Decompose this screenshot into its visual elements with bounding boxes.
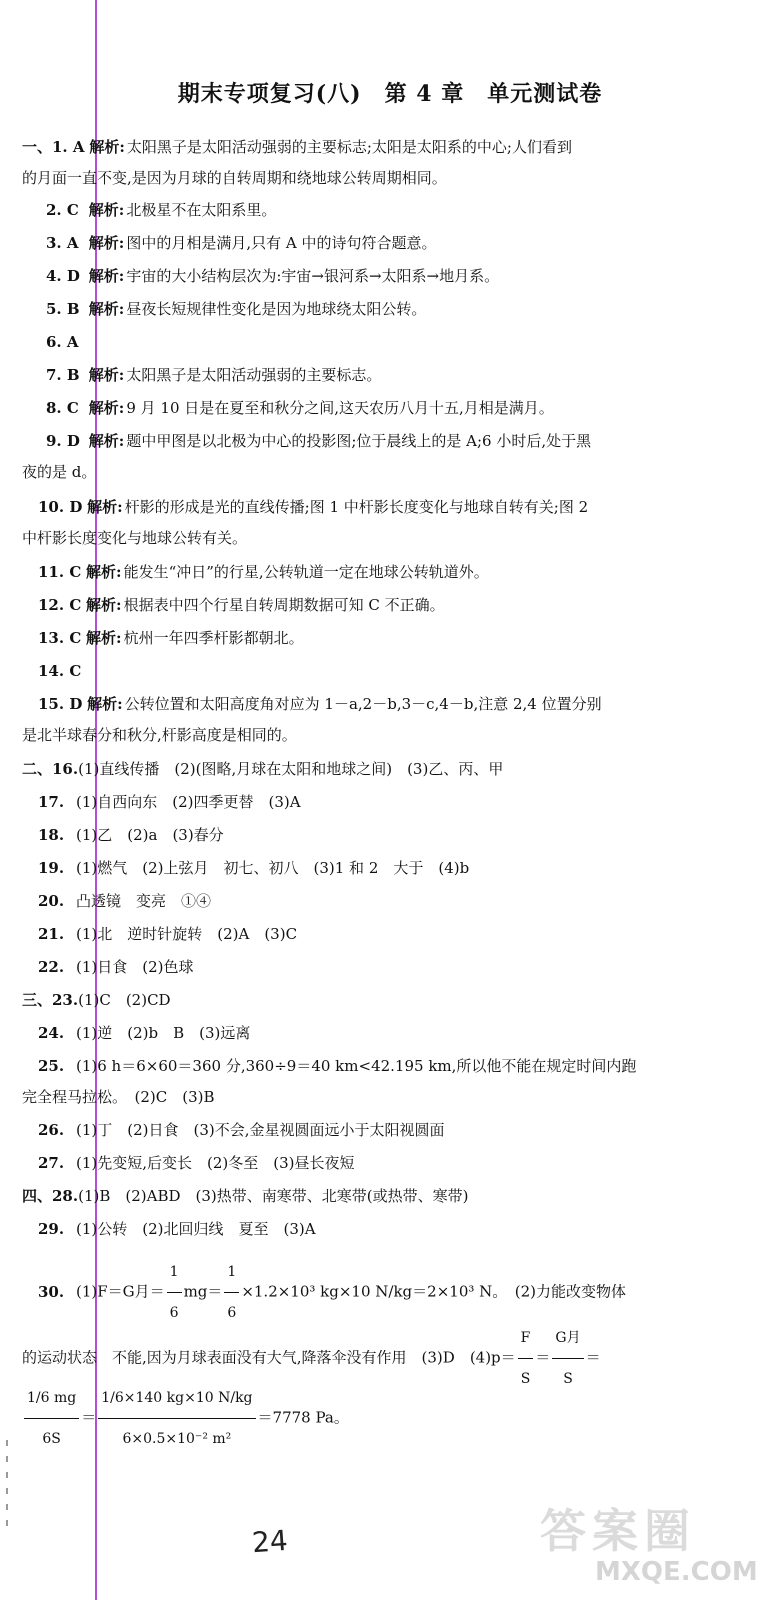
answer-20: 20. 凸透镜 变亮 ①④ xyxy=(38,892,212,910)
answer-11: 11. C 解析: 能发生“冲日”的行星,公转轨道一定在地球公转轨道外。 xyxy=(38,563,489,581)
fraction: $\frac{1/6 mg}{6S}$ xyxy=(24,1378,79,1459)
fraction: $\frac{\text{G月}}{S}$ xyxy=(552,1318,583,1399)
fraction: $\frac{1}{6}$ xyxy=(167,1252,182,1333)
answer-24: 24. (1)逆 (2)b B (3)远离 xyxy=(38,1024,251,1042)
fraction: $\frac{F}{S}$ xyxy=(518,1318,534,1399)
answer-13: 13. C 解析: 杭州一年四季杆影都朝北。 xyxy=(38,629,304,647)
answer-16: 二、16.(1)直线传播 (2)(图略,月球在太阳和地球之间) (3)乙、丙、甲 xyxy=(22,760,504,778)
answer-30: 30. (1)F＝G月＝ $\frac{1}{6}$ mg＝ $\frac{1}{6}$ ×1.2×10³ kg×10 N/kg＝2×10³ N。 (2)力能改变物体 xyxy=(38,1252,626,1333)
answer-10-cont: 中杆影长度变化与地球公转有关。 xyxy=(22,529,248,547)
answer-15-cont: 是北半球春分和秋分,杆影高度是相同的。 xyxy=(22,726,297,744)
page-title: 期末专项复习(八) 第 4 章 单元测试卷 xyxy=(177,81,603,107)
answer-30-cont: 的运动状态 不能,因为月球表面没有大气,降落伞没有作用 (3)D (4)p＝ $\frac{F}{S}$ ＝ $\frac{\text{G月}}{S}$ ＝ xyxy=(22,1318,601,1399)
watermark-url: MXQE.COM xyxy=(595,1557,758,1587)
answer-25: 25. (1)6 h＝6×60＝360 分,360÷9＝40 km<42.195 km,所以他不能在规定时间内跑 xyxy=(38,1057,637,1075)
answer-1-cont: 的月面一直不变,是因为月球的自转周期和绕地球公转周期相同。 xyxy=(22,169,447,187)
answer-14: 14. C xyxy=(38,662,82,680)
fraction: $\frac{1/6\times 140 kg\times 10 N/kg}{\text{6×0.5×10⁻² m²}}$ xyxy=(98,1378,255,1459)
answer-3: 3. A 解析: 图中的月相是满月,只有 A 中的诗句符合题意。 xyxy=(46,234,437,252)
answer-23: 三、23.(1)C (2)CD xyxy=(22,991,171,1009)
answer-22: 22. (1)日食 (2)色球 xyxy=(38,958,194,976)
answer-28: 四、28.(1)B (2)ABD (3)热带、南寒带、北寒带(或热带、寒带) xyxy=(22,1187,469,1205)
answer-27: 27. (1)先变短,后变长 (2)冬至 (3)昼长夜短 xyxy=(38,1154,355,1172)
answer-4: 4. D 解析: 宇宙的大小结构层次为:宇宙→银河系→太阳系→地月系。 xyxy=(46,267,500,285)
answer-17: 17. (1)自西向东 (2)四季更替 (3)A xyxy=(38,793,301,811)
answer-29: 29. (1)公转 (2)北回归线 夏至 (3)A xyxy=(38,1220,316,1238)
answer-5: 5. B 解析: 昼夜长短规律性变化是因为地球绕太阳公转。 xyxy=(46,300,427,318)
page-number: 24 xyxy=(250,1523,289,1560)
answer-8: 8. C 解析: 9 月 10 日是在夏至和秋分之间,这天农历八月十五,月相是满月。 xyxy=(46,399,554,417)
answer-26: 26. (1)丁 (2)日食 (3)不会,金星视圆面远小于太阳视圆面 xyxy=(38,1121,445,1139)
answer-6: 6. A xyxy=(46,333,79,351)
answer-15: 15. D 解析: 公转位置和太阳高度角对应为 1－a,2－b,3－c,4－b,注意 2,4 位置分别 xyxy=(38,695,602,713)
answer-10: 10. D 解析: 杆影的形成是光的直线传播;图 1 中杆影长度变化与地球自转有关;图 2 xyxy=(38,498,589,516)
answer-9-cont: 夜的是 d。 xyxy=(22,463,97,481)
answer-21: 21. (1)北 逆时针旋转 (2)A (3)C xyxy=(38,925,298,943)
binding-ticks xyxy=(4,1440,14,1530)
answer-18: 18. (1)乙 (2)a (3)春分 xyxy=(38,826,224,844)
answer-1: 一、1. A 解析: 太阳黑子是太阳活动强弱的主要标志;太阳是太阳系的中心;人们看到 xyxy=(22,138,572,156)
answer-12: 12. C 解析: 根据表中四个行星自转周期数据可知 C 不正确。 xyxy=(38,596,445,614)
answer-19: 19. (1)燃气 (2)上弦月 初七、初八 (3)1 和 2 大于 (4)b xyxy=(38,859,470,877)
answer-2: 2. C 解析: 北极星不在太阳系里。 xyxy=(46,201,277,219)
answer-30-cont2: $\frac{1/6 mg}{6S}$ ＝ $\frac{1/6\times 140 kg\times 10 N/kg}{\text{6×0.5×10⁻² m²}}$ ＝7778 Pa。 xyxy=(22,1378,349,1459)
answer-25-cont: 完全程马拉松。 (2)C (3)B xyxy=(22,1088,215,1106)
watermark-logo: 答案圈 xyxy=(540,1504,696,1558)
answer-7: 7. B 解析: 太阳黑子是太阳活动强弱的主要标志。 xyxy=(46,366,382,384)
watermark xyxy=(540,1495,780,1600)
answer-9: 9. D 解析: 题中甲图是以北极为中心的投影图;位于晨线上的是 A;6 小时后,处于黑 xyxy=(46,432,592,450)
fraction: $\frac{1}{6}$ xyxy=(224,1252,239,1333)
